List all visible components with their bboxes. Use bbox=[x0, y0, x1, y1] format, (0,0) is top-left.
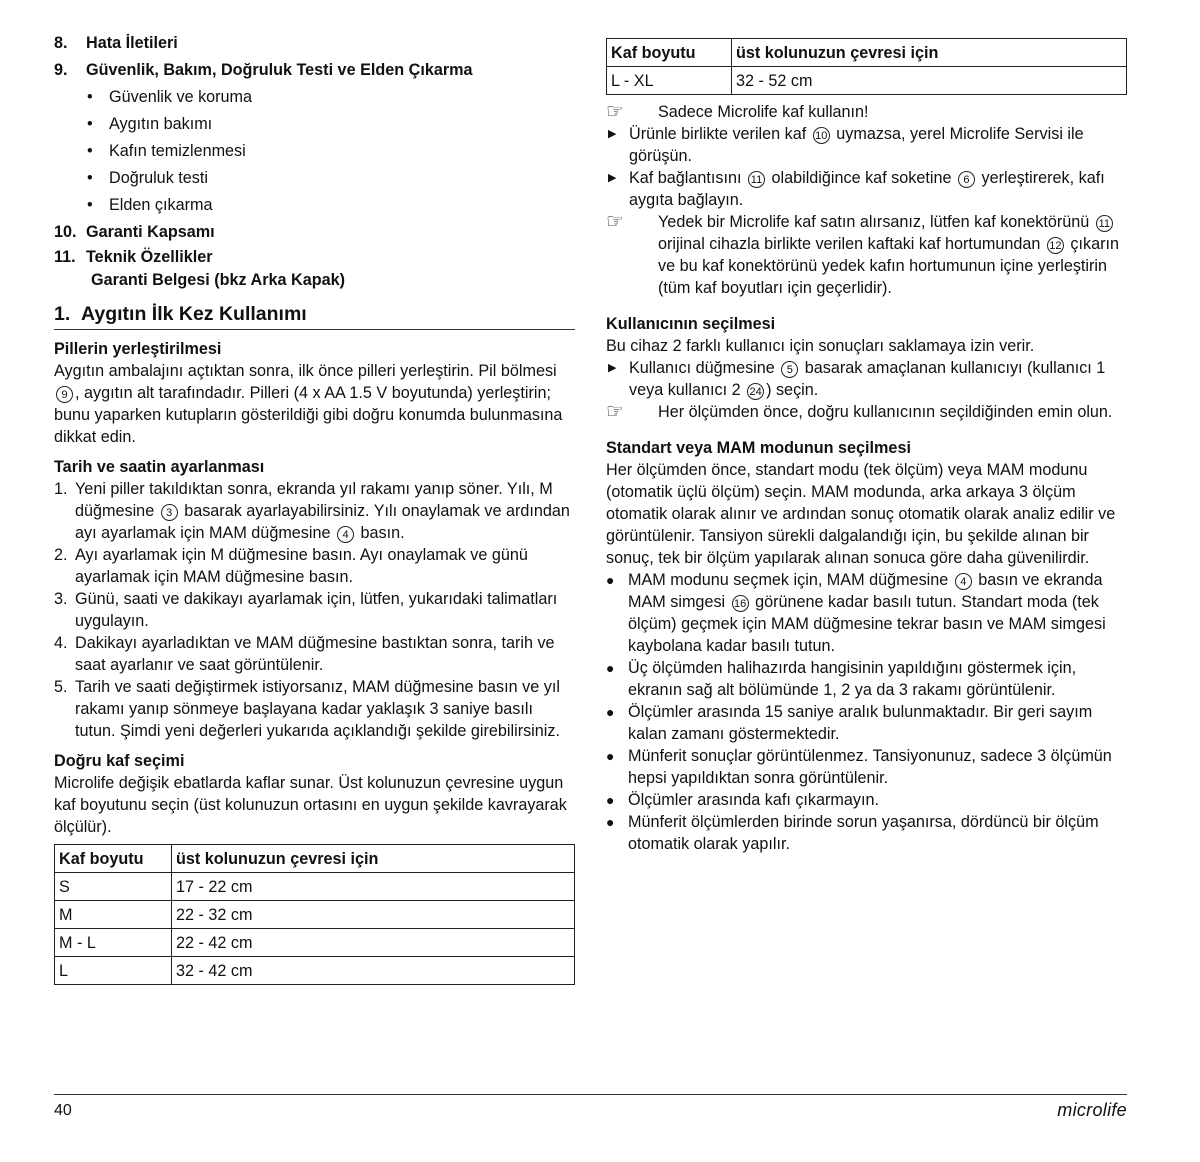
text: Aygıtın ambalajını açtıktan sonra, ilk önce pilleri yerleştirin. Pil bölmesi bbox=[54, 362, 557, 380]
bullet-text: Üç ölçümden halihazırda hangisinin yapıldığını göstermek için, ekranın sağ alt bölümünde 1, 2 ya da 3 rakamı görüntülenir. bbox=[628, 659, 1077, 699]
table-cell: 32 - 52 cm bbox=[732, 67, 1127, 95]
instruction-text bbox=[629, 167, 1127, 211]
page-number: 40 bbox=[54, 1102, 72, 1119]
mam-heading: Standart veya MAM modunun seçilmesi bbox=[606, 439, 911, 457]
reference-number: 10 bbox=[813, 127, 830, 144]
brand-logo: microlife bbox=[1057, 1100, 1127, 1120]
toc-item-8 bbox=[54, 30, 575, 57]
list-item bbox=[54, 478, 575, 544]
toc-sub-text: Güvenlik ve koruma bbox=[109, 88, 253, 106]
text: basın. bbox=[360, 524, 405, 542]
instruction bbox=[606, 123, 1127, 167]
list-item bbox=[54, 544, 575, 588]
column-header: üst kolunuzun çevresi için bbox=[172, 845, 575, 873]
left-column bbox=[54, 30, 575, 985]
step-text: Dakikayı ayarladıktan ve MAM düğmesine bastıktan sonra, tarih ve saat ayarlanır ve saat görüntülenir. bbox=[75, 634, 555, 674]
toc-text: Güvenlik, Bakım, Doğruluk Testi ve Elden Çıkarma bbox=[86, 61, 473, 79]
cuff-paragraph: Microlife değişik ebatlarda kaflar sunar. Üst kolunuzun çevresine uygun kaf boyutunu seçin (üst kolunuzun ortasını en uygun şekilde kavrayarak ölçülür). bbox=[54, 774, 567, 836]
bullet-item bbox=[606, 569, 1127, 657]
column-header: Kaf boyutu bbox=[55, 845, 172, 873]
instruction-text bbox=[629, 123, 1127, 167]
toc-subitem bbox=[54, 138, 575, 165]
toc-subitem bbox=[54, 111, 575, 138]
bullet-item bbox=[606, 811, 1127, 855]
toc-number: 9. bbox=[54, 61, 68, 79]
toc-number: 8. bbox=[54, 34, 68, 52]
toc-item-11 bbox=[54, 246, 575, 268]
table-cell: L - XL bbox=[607, 67, 732, 95]
cuff-heading: Doğru kaf seçimi bbox=[54, 752, 185, 770]
reference-number: 4 bbox=[337, 526, 354, 543]
toc-number: 11. bbox=[54, 248, 76, 266]
table-cell: M bbox=[55, 901, 172, 929]
bullet-icon: • bbox=[87, 169, 93, 187]
list-item bbox=[54, 632, 575, 676]
bullet-text bbox=[628, 569, 1127, 657]
note-text bbox=[658, 211, 1127, 299]
text: MAM modunu seçmek için, MAM düğmesine bbox=[628, 571, 949, 589]
user-paragraph: Bu cihaz 2 farklı kullanıcı için sonuçları saklamaya izin verir. bbox=[606, 337, 1035, 355]
text: Kaf bağlantısını bbox=[629, 169, 742, 187]
toc-item-9 bbox=[54, 57, 575, 84]
step-text: Ayı ayarlamak için M düğmesine basın. Ayı onaylamak ve günü ayarlamak için MAM düğmesine basın. bbox=[75, 546, 528, 586]
instruction bbox=[606, 357, 1127, 401]
step-number: 4. bbox=[54, 634, 68, 652]
reference-number: 5 bbox=[781, 361, 798, 378]
bullet-icon: ● bbox=[606, 814, 615, 830]
bullet-text: Ölçümler arasında kafı çıkarmayın. bbox=[628, 791, 879, 809]
text: çıkarın ve bu kaf konektörünü yedek kafın hortumunun içine yerleştirin (tüm kaf boyutları için geçerlidir). bbox=[658, 235, 1119, 297]
table-cell: M - L bbox=[55, 929, 172, 957]
step-number: 5. bbox=[54, 678, 68, 696]
toc-number: 10. bbox=[54, 223, 77, 241]
toc-sub-text: Elden çıkarma bbox=[109, 196, 213, 214]
bullet-text: Münferit ölçümlerden birinde sorun yaşanırsa, dördüncü bir ölçüm otomatik olarak yapılır. bbox=[628, 813, 1099, 853]
text: uymazsa, yerel Microlife Servisi ile görüşün. bbox=[629, 125, 1084, 165]
table-cell: 17 - 22 cm bbox=[172, 873, 575, 901]
note bbox=[606, 101, 1127, 123]
reference-number: 24 bbox=[747, 383, 764, 400]
text: görünene kadar basılı tutun. Standart moda (tek ölçüm) geçmek için MAM düğmesine tekrar basın ve MAM simgesi kaybolana kadar basılı tutun. bbox=[628, 593, 1106, 655]
list-item bbox=[54, 588, 575, 632]
table-cell: 22 - 42 cm bbox=[172, 929, 575, 957]
bullet-icon: • bbox=[87, 115, 93, 133]
triangle-arrow-icon: ▶ bbox=[608, 128, 617, 140]
bullet-icon: • bbox=[87, 88, 93, 106]
toc-sub-text: Kafın temizlenmesi bbox=[109, 142, 246, 160]
bullet-icon: ● bbox=[606, 792, 615, 808]
table-cell: 32 - 42 cm bbox=[172, 957, 575, 985]
datetime-heading: Tarih ve saatin ayarlanması bbox=[54, 458, 265, 476]
toc-text: Hata İletileri bbox=[86, 34, 178, 52]
cuff-size-table-continued bbox=[606, 38, 1127, 95]
text: orijinal cihazla birlikte verilen kaftaki kaf hortumundan bbox=[658, 235, 1041, 253]
batteries-heading: Pillerin yerleştirilmesi bbox=[54, 340, 222, 358]
text: , aygıtın alt tarafındadır. Pilleri (4 x AA 1.5 V boyutunda) yerleştirin; bunu yaparken kutupların gösterildiği gibi doğru konumda bulunmasına dikkat edin. bbox=[54, 384, 563, 446]
table-row bbox=[55, 929, 575, 957]
bullet-icon: • bbox=[87, 142, 93, 160]
reference-number: 4 bbox=[955, 573, 972, 590]
pointing-hand-icon: ☞ bbox=[606, 211, 624, 233]
section-number: 1. bbox=[54, 303, 71, 325]
footer-divider bbox=[54, 1094, 1127, 1095]
pointing-hand-icon: ☞ bbox=[606, 101, 624, 123]
reference-number: 12 bbox=[1047, 237, 1064, 254]
table-header-row bbox=[607, 39, 1127, 67]
cuff-size-table bbox=[54, 844, 575, 985]
table-header-row bbox=[55, 845, 575, 873]
bullet-item bbox=[606, 745, 1127, 789]
bullet-icon: ● bbox=[606, 660, 615, 676]
toc-text: Teknik Özellikler bbox=[86, 248, 213, 266]
column-header: üst kolunuzun çevresi için bbox=[732, 39, 1127, 67]
column-header: Kaf boyutu bbox=[607, 39, 732, 67]
text: Kullanıcı düğmesine bbox=[629, 359, 775, 377]
pointing-hand-icon: ☞ bbox=[606, 401, 624, 423]
step-number: 3. bbox=[54, 590, 68, 608]
instruction bbox=[606, 167, 1127, 211]
text: Yeni piller takıldıktan sonra, ekranda yıl rakamı yanıp söner. Yılı, M düğmesine bbox=[75, 480, 553, 520]
bullet-text: Ölçümler arasında 15 saniye aralık bulunmaktadır. Bir geri sayım kalan zamanı göstermektedir. bbox=[628, 703, 1093, 743]
table-cell: L bbox=[55, 957, 172, 985]
datetime-steps bbox=[54, 478, 575, 742]
bullet-item bbox=[606, 657, 1127, 701]
text: yerleştirerek, kafı aygıta bağlayın. bbox=[629, 169, 1105, 209]
bullet-icon: ● bbox=[606, 748, 615, 764]
list-item bbox=[54, 676, 575, 742]
bullet-item bbox=[606, 789, 1127, 811]
bullet-icon: • bbox=[87, 196, 93, 214]
section-title: Aygıtın İlk Kez Kullanımı bbox=[81, 303, 307, 325]
instruction-text bbox=[629, 357, 1127, 401]
note bbox=[606, 401, 1127, 423]
step-number: 1. bbox=[54, 480, 68, 498]
table-row bbox=[55, 957, 575, 985]
note-text: Sadece Microlife kaf kullanın! bbox=[658, 103, 869, 121]
triangle-arrow-icon: ▶ bbox=[608, 362, 617, 374]
toc-subitem bbox=[54, 192, 575, 219]
text: Yedek bir Microlife kaf satın alırsanız, lütfen kaf konektörünü bbox=[658, 213, 1090, 231]
table-row bbox=[607, 67, 1127, 95]
table-cell: S bbox=[55, 873, 172, 901]
reference-number: 16 bbox=[732, 595, 749, 612]
text: Ürünle birlikte verilen kaf bbox=[629, 125, 807, 143]
reference-number: 11 bbox=[1096, 215, 1113, 232]
note bbox=[606, 211, 1127, 299]
bullet-item bbox=[606, 701, 1127, 745]
section-heading bbox=[54, 301, 575, 330]
reference-number: 6 bbox=[958, 171, 975, 188]
text: basarak ayarlayabilirsiniz. Yılı onaylamak ve ardından ayı ayarlamak için MAM düğmesine bbox=[75, 502, 570, 542]
reference-number: 9 bbox=[56, 386, 73, 403]
step-text: Günü, saati ve dakikayı ayarlamak için, lütfen, yukarıdaki talimatları uygulayın. bbox=[75, 590, 558, 630]
text: ) seçin. bbox=[766, 381, 819, 399]
bullet-icon: ● bbox=[606, 572, 615, 588]
toc-sub-text: Aygıtın bakımı bbox=[109, 115, 213, 133]
text: basarak amaçlanan kullanıcıyı (kullanıcı 1 veya kullanıcı 2 bbox=[629, 359, 1106, 399]
table-row bbox=[55, 901, 575, 929]
toc-item-11-continuation: Garanti Belgesi (bkz Arka Kapak) bbox=[91, 271, 345, 289]
table-cell: 22 - 32 cm bbox=[172, 901, 575, 929]
reference-number: 3 bbox=[161, 504, 178, 521]
step-text: Tarih ve saati değiştirmek istiyorsanız, MAM düğmesine basın ve yıl rakamı yanıp sönmeye başlayana kadar yaklaşık 3 saniye basılı tutun. Şimdi yeni değerleri yukarıda açıklandığı şekilde girebilirsiniz. bbox=[75, 678, 560, 740]
batteries-paragraph bbox=[54, 360, 575, 448]
text: olabildiğince kaf soketine bbox=[771, 169, 952, 187]
step-text bbox=[75, 478, 575, 544]
note-text: Her ölçümden önce, doğru kullanıcının seçildiğinden emin olun. bbox=[658, 403, 1113, 421]
toc-subitem bbox=[54, 165, 575, 192]
mam-paragraph: Her ölçümden önce, standart modu (tek ölçüm) veya MAM modunu (otomatik üçlü ölçüm) seçin. MAM modunda, arka arkaya 3 ölçüm otomatik olarak alınır ve ardından sonuç otomatik olarak analiz edilir ve görüntülenir. Tansiyon sürekli dalgalandığı için, bu şekilde alınan bir sonuç, tek bir ölçüm yapılarak alınan sonuca göre daha güvenilirdir. bbox=[606, 461, 1116, 567]
toc-subitem bbox=[54, 84, 575, 111]
reference-number: 11 bbox=[748, 171, 765, 188]
table-row bbox=[55, 873, 575, 901]
toc-text: Garanti Kapsamı bbox=[86, 223, 215, 241]
text: basın ve ekranda MAM simgesi bbox=[628, 571, 1103, 611]
bullet-icon: ● bbox=[606, 704, 615, 720]
right-column bbox=[606, 38, 1127, 855]
step-number: 2. bbox=[54, 546, 68, 564]
bullet-text: Münferit sonuçlar görüntülenmez. Tansiyonunuz, sadece 3 ölçümün hepsi yapıldıktan sonra görüntülenir. bbox=[628, 747, 1112, 787]
toc-item-10 bbox=[54, 219, 575, 246]
triangle-arrow-icon: ▶ bbox=[608, 172, 617, 184]
toc-sub-text: Doğruluk testi bbox=[109, 169, 208, 187]
user-heading: Kullanıcının seçilmesi bbox=[606, 315, 776, 333]
